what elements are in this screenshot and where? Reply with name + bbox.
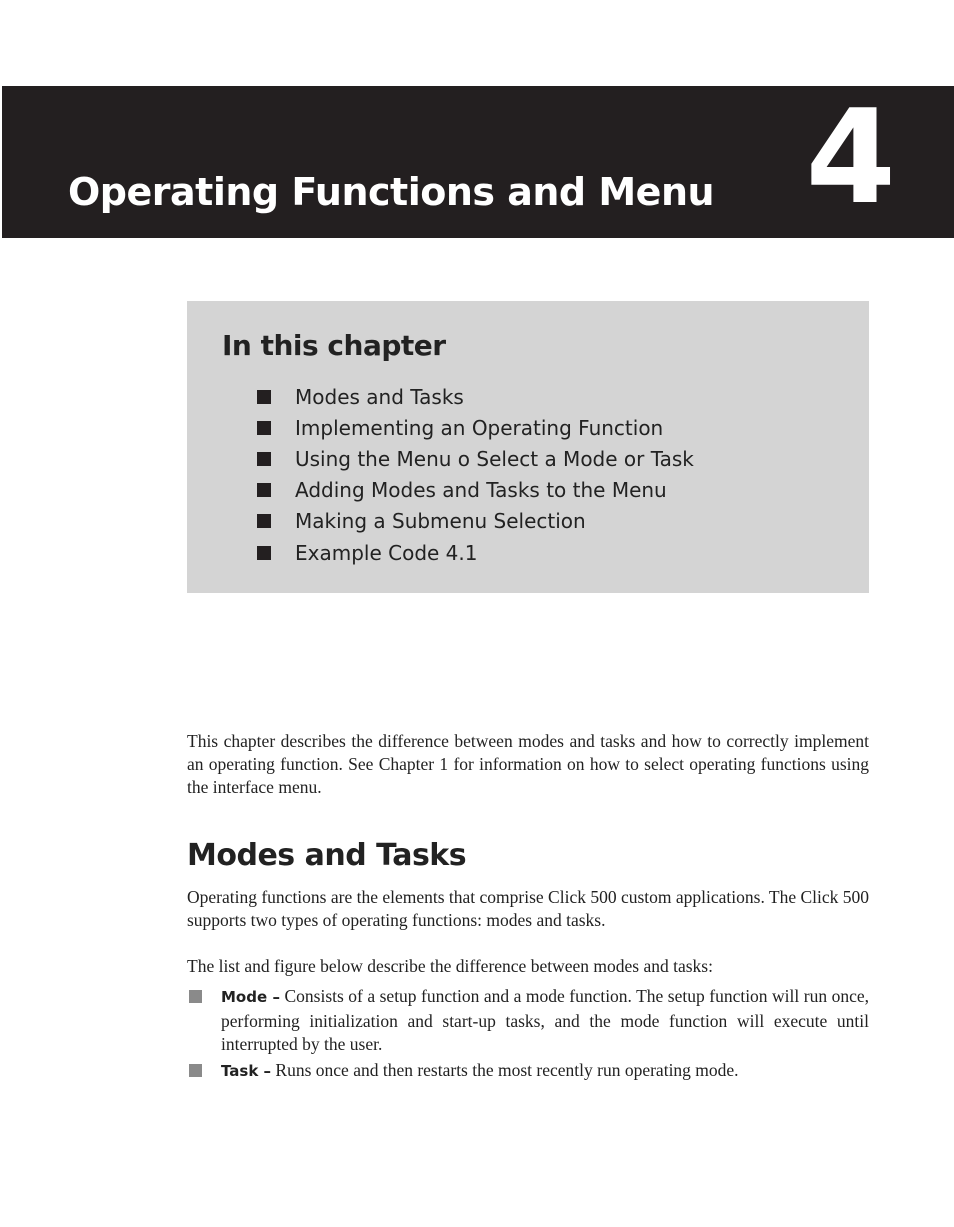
square-bullet-icon [257, 390, 271, 404]
toc-item-label: Making a Submenu Selection [295, 509, 586, 534]
square-bullet-icon [257, 514, 271, 528]
toc-item-label: Adding Modes and Tasks to the Menu [295, 478, 667, 503]
definition-item-mode [187, 985, 869, 1057]
toc-item [257, 475, 694, 506]
toc-item-label: Modes and Tasks [295, 384, 464, 409]
square-bullet-icon [257, 421, 271, 435]
chapter-contents-box [187, 301, 869, 593]
toc-heading: In this chapter [222, 329, 446, 362]
definition-term: Mode – [221, 988, 280, 1006]
toc-list [257, 381, 694, 568]
section-paragraph-2: The list and figure below describe the difference between modes and tasks: [187, 956, 713, 976]
definition-text: Consists of a setup function and a mode function. The setup function will run once, performing initialization and start-up tasks, and the mode function will execute until interrupted by the user. [221, 986, 869, 1054]
definition-term: Task – [221, 1061, 272, 1080]
toc-item-label: Example Code 4.1 [295, 540, 478, 565]
toc-item [257, 506, 694, 537]
square-bullet-icon [257, 546, 271, 560]
intro-paragraph: This chapter describes the difference between modes and tasks and how to correctly implement an operating function. See Chapter 1 for information on how to select operating functions using the interface menu. [187, 731, 869, 797]
toc-item-label: Implementing an Operating Function [295, 415, 664, 440]
square-bullet-icon [189, 1064, 202, 1077]
toc-item [257, 443, 694, 474]
square-bullet-icon [189, 990, 202, 1003]
chapter-title: Operating Functions and Menu [68, 170, 715, 214]
definition-item-task [187, 1059, 869, 1084]
toc-item-label: Using the Menu o Select a Mode or Task [295, 446, 694, 471]
square-bullet-icon [257, 483, 271, 497]
section-heading: Modes and Tasks [187, 838, 467, 873]
chapter-banner [2, 81, 954, 238]
definition-text: Runs once and then restarts the most recently run operating mode. [271, 1059, 739, 1080]
toc-item [257, 412, 694, 443]
square-bullet-icon [257, 452, 271, 466]
chapter-number: 4 [805, 81, 892, 233]
toc-item [257, 381, 694, 412]
definition-list [187, 985, 869, 1085]
toc-item [257, 537, 694, 568]
section-paragraph-1: Operating functions are the elements that comprise Click 500 custom applications. The Click 500 supports two types of operating functions: modes and tasks. [187, 887, 870, 930]
